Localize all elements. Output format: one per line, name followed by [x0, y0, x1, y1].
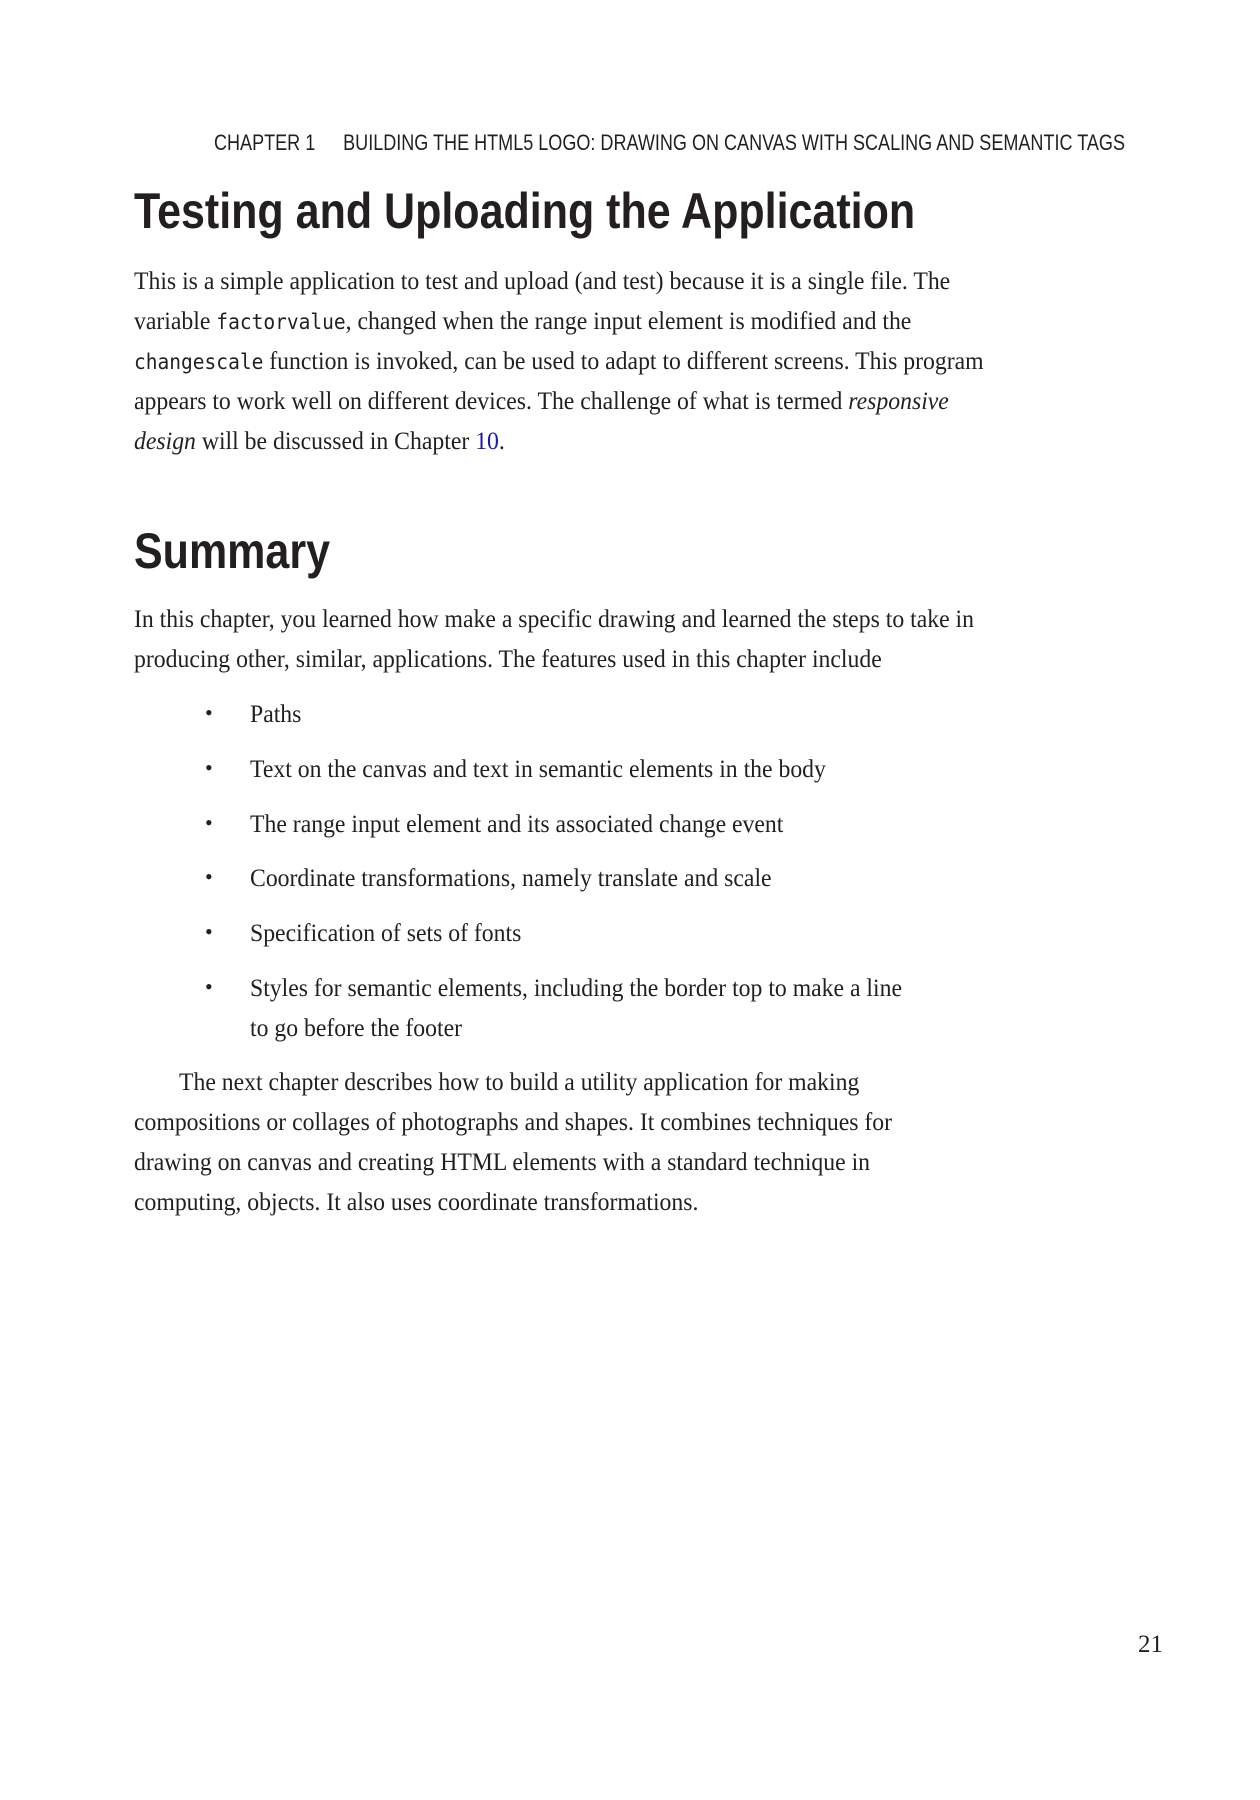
list-item: Specification of sets of fonts: [250, 918, 522, 947]
emphasis: design: [134, 426, 196, 455]
text-line: [134, 381, 949, 421]
text: will be discussed in Chapter: [195, 426, 476, 455]
text: variable: [134, 306, 217, 335]
text-line: [134, 261, 950, 301]
bullet-icon: •: [205, 974, 213, 999]
text-line: compositions or collages of photographs and shapes. It combines techniques for: [134, 1107, 893, 1136]
list-item: Text on the canvas and text in semantic elements in the body: [250, 754, 826, 783]
bullet-icon: •: [205, 700, 213, 725]
bullet-icon: •: [205, 810, 213, 835]
list-item: Paths: [250, 699, 302, 728]
list-item: Coordinate transformations, namely translate and scale: [250, 863, 772, 892]
emphasis: responsive: [848, 386, 949, 415]
text-line: computing, objects. It also uses coordinate transformations.: [134, 1187, 699, 1216]
list-item: Styles for semantic elements, including the border top to make a line: [250, 973, 903, 1002]
text: , changed when the range input element is modified and the: [345, 306, 912, 335]
chapter-10-link[interactable]: 10: [475, 426, 499, 455]
text: function is invoked, can be used to adapt to different screens. This program: [263, 346, 984, 375]
section-heading-testing: Testing and Uploading the Application: [134, 183, 916, 239]
bullet-icon: •: [205, 864, 213, 889]
text-line: drawing on canvas and creating HTML elements with a standard technique in: [134, 1147, 871, 1176]
text-line: [134, 421, 505, 461]
bullet-icon: •: [205, 755, 213, 780]
code-changescale: changescale: [134, 350, 264, 374]
text-line: [134, 301, 911, 342]
running-head-chapter: CHAPTER 1: [214, 130, 316, 155]
bullet-icon: •: [205, 919, 213, 944]
running-head-title: BUILDING THE HTML5 LOGO: DRAWING ON CANVAS WITH SCALING AND SEMANTIC TAGS: [343, 130, 1125, 155]
running-head: [214, 130, 1125, 156]
text-line: In this chapter, you learned how make a specific drawing and learned the steps to take in: [134, 604, 974, 633]
text-line: [134, 341, 984, 382]
code-factorvalue: factorvalue: [216, 310, 346, 334]
section-heading-summary: Summary: [134, 523, 330, 579]
text-line: The next chapter describes how to build a utility application for making: [179, 1067, 860, 1096]
page-number: 21: [1138, 1631, 1163, 1658]
list-item: The range input element and its associated change event: [250, 809, 784, 838]
list-item: to go before the footer: [250, 1013, 463, 1042]
text: appears to work well on different devices. The challenge of what is termed: [134, 386, 849, 415]
text-line: producing other, similar, applications. The features used in this chapter include: [134, 644, 882, 673]
text: This is a simple application to test and upload (and test) because it is a single file. The: [134, 266, 951, 295]
text: .: [498, 426, 505, 455]
